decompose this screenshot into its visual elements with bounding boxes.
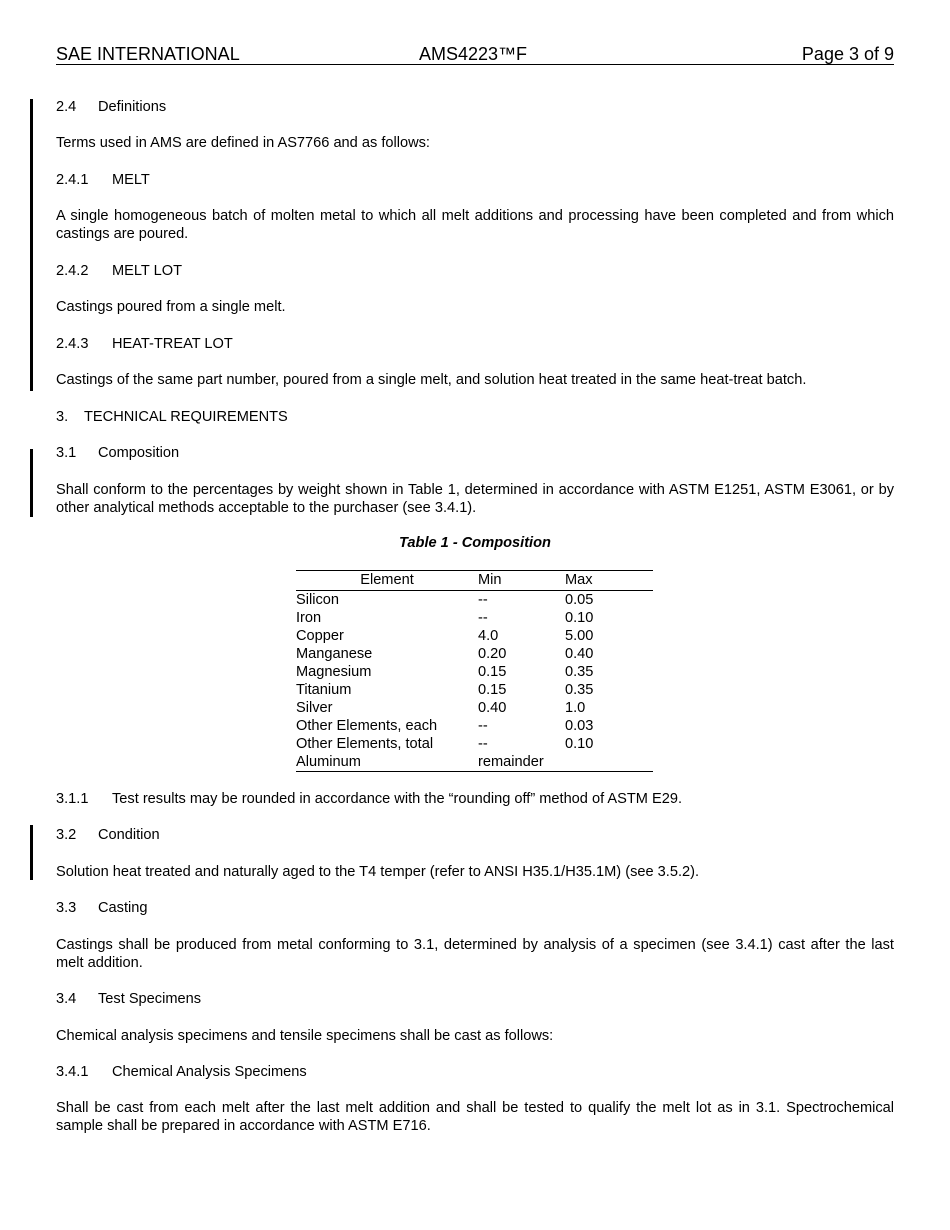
max-cell: 0.35 bbox=[565, 682, 594, 698]
paragraph: Castings shall be produced from metal conforming to 3.1, determined by analysis of a specimen (see 3.4.1) cast after the last melt addition. bbox=[56, 937, 894, 971]
table-row bbox=[296, 699, 653, 717]
min-cell: -- bbox=[478, 718, 488, 734]
section-number: 3.2 bbox=[56, 827, 77, 843]
min-cell: 0.20 bbox=[478, 646, 507, 662]
min-cell: -- bbox=[478, 592, 488, 608]
section-heading: Test Specimens bbox=[98, 991, 202, 1007]
section-heading: Chemical Analysis Specimens bbox=[112, 1064, 307, 1080]
paragraph: Test results may be rounded in accordance with the “rounding off” method of ASTM E29. bbox=[112, 791, 683, 807]
section-number: 3.4.1 bbox=[56, 1064, 89, 1080]
composition-table bbox=[296, 570, 653, 772]
paragraph: Chemical analysis specimens and tensile specimens shall be cast as follows: bbox=[56, 1028, 554, 1044]
min-cell: 0.40 bbox=[478, 700, 507, 716]
section-heading: TECHNICAL REQUIREMENTS bbox=[84, 409, 288, 425]
table-row bbox=[296, 627, 653, 645]
max-cell: 5.00 bbox=[565, 628, 594, 644]
paragraph: Castings poured from a single melt. bbox=[56, 299, 286, 315]
change-bar bbox=[30, 449, 33, 517]
table-row bbox=[296, 753, 653, 772]
min-cell: remainder bbox=[478, 753, 565, 772]
header-page-number: Page 3 of 9 bbox=[801, 44, 894, 64]
section-heading: MELT bbox=[112, 172, 150, 188]
element-cell: Aluminum bbox=[296, 753, 478, 772]
table-row bbox=[296, 645, 653, 663]
min-cell: 4.0 bbox=[478, 628, 499, 644]
max-cell: 0.03 bbox=[565, 718, 594, 734]
element-cell: Silicon bbox=[296, 592, 339, 608]
max-cell: 0.35 bbox=[565, 664, 594, 680]
table-header-row bbox=[296, 571, 653, 591]
table-row bbox=[296, 591, 653, 610]
section-number: 3.3 bbox=[56, 900, 77, 916]
element-cell: Manganese bbox=[296, 646, 373, 662]
section-heading: HEAT-TREAT LOT bbox=[112, 336, 233, 352]
paragraph: Shall be cast from each melt after the last melt addition and shall be tested to qualify the melt lot as in 3.1. Spectrochemical sample shall be prepared in accordance with ASTM E716. bbox=[56, 1100, 894, 1134]
paragraph: Terms used in AMS are defined in AS7766 and as follows: bbox=[56, 135, 430, 151]
column-header: Min bbox=[478, 571, 565, 591]
max-cell: 0.10 bbox=[565, 610, 594, 626]
header-doc-number: AMS4223™F bbox=[419, 44, 528, 64]
section-number: 3.1.1 bbox=[56, 791, 89, 807]
element-cell: Other Elements, each bbox=[296, 718, 438, 734]
min-cell: -- bbox=[478, 610, 488, 626]
table-row bbox=[296, 663, 653, 681]
section-number: 2.4.3 bbox=[56, 336, 89, 352]
section-number: 2.4.2 bbox=[56, 263, 89, 279]
change-bar bbox=[30, 99, 33, 391]
element-cell: Magnesium bbox=[296, 664, 372, 680]
max-cell: 0.05 bbox=[565, 592, 594, 608]
table-row bbox=[296, 717, 653, 735]
section-heading: Definitions bbox=[98, 99, 167, 115]
header-org: SAE INTERNATIONAL bbox=[56, 44, 240, 64]
header-rule bbox=[56, 64, 894, 65]
element-cell: Silver bbox=[296, 700, 333, 716]
max-cell: 0.10 bbox=[565, 736, 594, 752]
element-cell: Iron bbox=[296, 610, 322, 626]
element-cell: Copper bbox=[296, 628, 344, 644]
paragraph: A single homogeneous batch of molten metal to which all melt additions and processing have been completed and from which castings are poured. bbox=[56, 208, 894, 242]
table-title: Table 1 - Composition bbox=[399, 535, 551, 551]
table-row bbox=[296, 609, 653, 627]
section-heading: Condition bbox=[98, 827, 160, 843]
max-cell: 0.40 bbox=[565, 646, 594, 662]
paragraph: Solution heat treated and naturally aged to the T4 temper (refer to ANSI H35.1/H35.1M) (see 3.5.2). bbox=[56, 864, 700, 880]
element-cell: Titanium bbox=[296, 682, 352, 698]
column-header: Max bbox=[565, 571, 653, 591]
section-heading: MELT LOT bbox=[112, 263, 183, 279]
section-number: 2.4 bbox=[56, 99, 77, 115]
min-cell: 0.15 bbox=[478, 682, 507, 698]
section-number: 3.1 bbox=[56, 445, 77, 461]
paragraph: Shall conform to the percentages by weight shown in Table 1, determined in accordance with ASTM E1251, ASTM E3061, or by other analytical methods acceptable to the purchaser (see 3.4.1). bbox=[56, 482, 894, 516]
min-cell: 0.15 bbox=[478, 664, 507, 680]
element-cell: Other Elements, total bbox=[296, 736, 434, 752]
max-cell: 1.0 bbox=[565, 700, 586, 716]
min-cell: -- bbox=[478, 736, 488, 752]
section-number: 2.4.1 bbox=[56, 172, 89, 188]
section-number: 3.4 bbox=[56, 991, 77, 1007]
column-header: Element bbox=[296, 571, 478, 591]
section-heading: Composition bbox=[98, 445, 180, 461]
change-bar bbox=[30, 825, 33, 880]
table-row bbox=[296, 735, 653, 753]
paragraph: Castings of the same part number, poured from a single melt, and solution heat treated in the same heat-treat batch. bbox=[56, 372, 807, 388]
table-row bbox=[296, 681, 653, 699]
section-number: 3. bbox=[56, 409, 69, 425]
section-heading: Casting bbox=[98, 900, 148, 916]
max-cell bbox=[565, 753, 653, 772]
